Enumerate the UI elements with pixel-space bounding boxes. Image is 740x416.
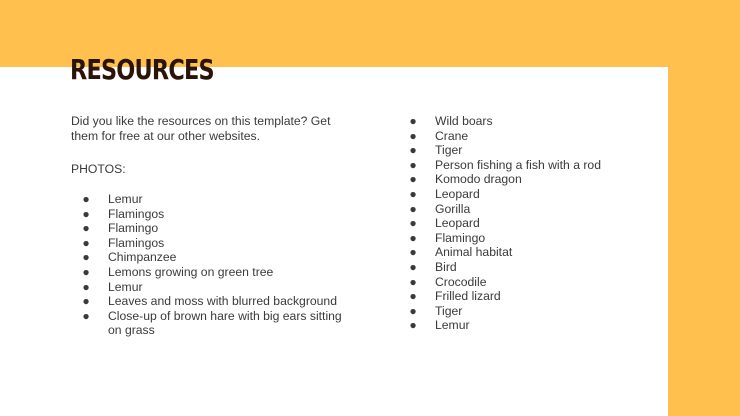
intro-text: Did you like the resources on this template? Get them for free at our other websites.: [71, 114, 331, 143]
bullet-icon: ●: [409, 259, 417, 274]
list-item-label: Tiger: [435, 303, 463, 318]
list-item-label: Lemur: [108, 279, 143, 294]
bullet-icon: ●: [409, 128, 417, 143]
list-item: [408, 216, 658, 231]
list-item-label: Leaves and moss with blurred background: [108, 294, 337, 309]
list-item: [81, 236, 351, 251]
bullet-icon: ●: [409, 216, 417, 231]
list-item-label: Bird: [435, 259, 457, 274]
list-item: [408, 275, 658, 290]
list-item-label: Flamingo: [108, 221, 159, 236]
list-item-label: Lemur: [435, 318, 470, 333]
bullet-icon: ●: [409, 157, 417, 172]
page-title: RESOURCES: [70, 53, 214, 86]
list-item-label: Flamingo: [435, 230, 486, 245]
bullet-icon: ●: [409, 274, 417, 289]
list-item: [81, 192, 351, 207]
list-item: [408, 245, 658, 260]
list-item: [81, 294, 351, 309]
bullet-icon: ●: [409, 201, 417, 216]
list-item: [408, 129, 658, 144]
list-item-label: Crocodile: [435, 274, 487, 289]
list-item: [408, 231, 658, 246]
bullet-icon: ●: [82, 308, 90, 323]
bullet-icon: ●: [409, 303, 417, 318]
list-item: [408, 202, 658, 217]
bullet-icon: ●: [82, 279, 90, 294]
bullet-icon: ●: [409, 186, 417, 201]
bullet-icon: ●: [409, 245, 417, 260]
list-item: [408, 158, 658, 173]
list-item-label: Animal habitat: [435, 245, 513, 260]
list-item-label: Close-up of brown hare with big ears sitting on grass: [108, 308, 342, 338]
list-item-label: Tiger: [435, 143, 463, 158]
list-item-label: Flamingos: [108, 206, 165, 221]
list-item: [408, 114, 658, 129]
list-item: [408, 289, 658, 304]
list-item: [408, 172, 658, 187]
list-item: [81, 221, 351, 236]
list-item: [408, 318, 658, 333]
bullet-icon: ●: [409, 230, 417, 245]
list-item-label: Leopard: [435, 216, 480, 231]
bullet-icon: ●: [409, 114, 417, 128]
bullet-icon: ●: [409, 143, 417, 158]
bullet-icon: ●: [82, 264, 90, 279]
photos-label: PHOTOS:: [71, 162, 126, 176]
list-item: [81, 250, 351, 265]
photos-list-left: [81, 192, 351, 338]
list-item-label: Lemons growing on green tree: [108, 264, 274, 279]
bullet-icon: ●: [82, 250, 90, 265]
list-item: [408, 304, 658, 319]
bullet-icon: ●: [409, 289, 417, 304]
list-item-label: Wild boars: [435, 114, 493, 128]
bullet-icon: ●: [409, 172, 417, 187]
list-item-label: Frilled lizard: [435, 289, 501, 304]
list-item-label: Chimpanzee: [108, 250, 177, 265]
list-item-label: Leopard: [435, 186, 480, 201]
list-item-label: Lemur: [108, 192, 143, 206]
bullet-icon: ●: [82, 235, 90, 250]
list-item: [81, 207, 351, 222]
list-item-label: Person fishing a fish with a rod: [435, 157, 601, 172]
photos-list-right: [408, 114, 658, 333]
bullet-icon: ●: [82, 192, 90, 206]
bullet-icon: ●: [82, 294, 90, 309]
list-item-label: Crane: [435, 128, 469, 143]
list-item: [81, 265, 351, 280]
list-item: [408, 143, 658, 158]
bullet-icon: ●: [82, 221, 90, 236]
bullet-icon: ●: [409, 318, 417, 333]
list-item: [408, 187, 658, 202]
list-item: [81, 280, 351, 295]
list-item-label: Flamingos: [108, 235, 165, 250]
bullet-icon: ●: [82, 206, 90, 221]
list-item: [81, 309, 351, 338]
list-item-label: Komodo dragon: [435, 172, 522, 187]
list-item-label: Gorilla: [435, 201, 471, 216]
list-item: [408, 260, 658, 275]
